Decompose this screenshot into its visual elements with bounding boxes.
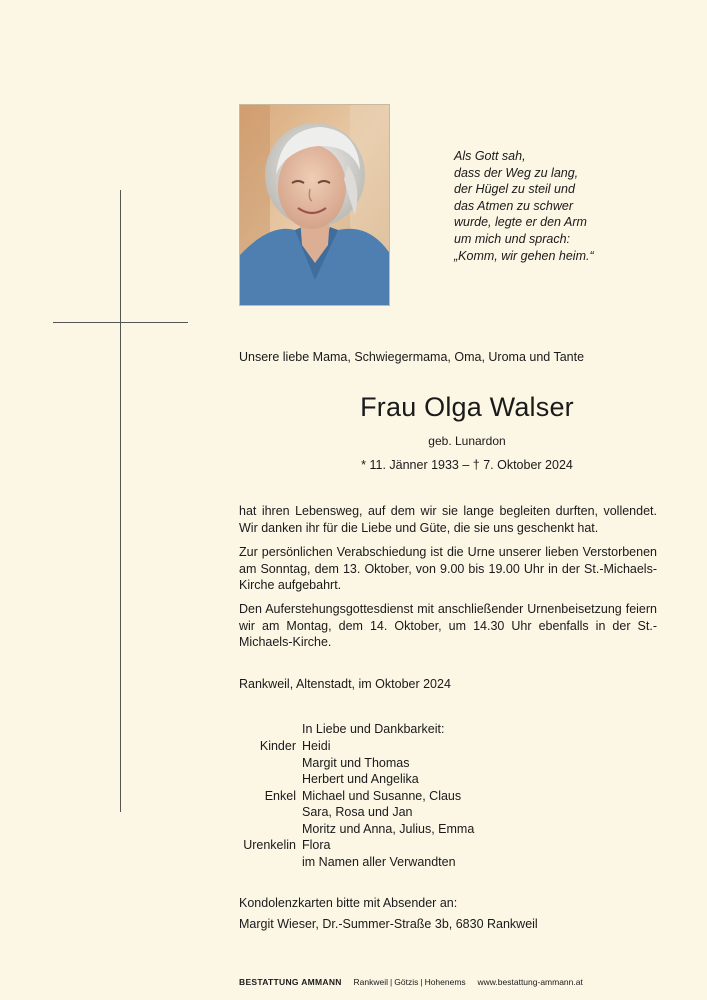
portrait-photo xyxy=(239,104,390,306)
intro-text: Unsere liebe Mama, Schwiegermama, Oma, Uroma und Tante xyxy=(239,350,585,364)
mourner-name: Margit und Thomas xyxy=(302,755,410,770)
funeral-home-footer: BESTATTUNG AMMANN Rankweil | Götzis | Hohenems www.bestattung-ammann.at xyxy=(239,977,583,987)
paragraph-service: Den Auferstehungsgottesdienst mit anschließender Urnenbeisetzung feiern wir am Montag, dem 14. Oktober, um 14.30 Uhr ebenfalls in der St.-Michaels-Kirche. xyxy=(239,602,657,650)
mourners-header: In Liebe und Dankbarkeit: xyxy=(302,722,445,736)
poem-line: Als Gott sah, xyxy=(454,149,526,163)
poem-line: „Komm, wir gehen heim.“ xyxy=(454,248,594,263)
poem-line: der Hügel zu steil und xyxy=(454,182,575,197)
mourner-group-label: Enkel xyxy=(264,788,296,803)
memorial-poem xyxy=(454,148,654,264)
mourner-row xyxy=(239,837,331,854)
website-link[interactable]: www.bestattung-ammann.at xyxy=(477,977,583,987)
mourner-row xyxy=(239,738,331,755)
mourner-name: Michael und Susanne, Claus xyxy=(302,788,462,803)
poem-line: das Atmen zu schwer xyxy=(454,198,574,213)
condolence-address: Margit Wieser, Dr.-Summer-Straße 3b, 6830 Rankweil xyxy=(239,917,538,931)
mourner-group-label: Urenkelin xyxy=(243,838,296,852)
deceased-name: Frau Olga Walser xyxy=(360,392,574,422)
poem-line: dass der Weg zu lang, xyxy=(454,165,579,180)
paragraph-life: hat ihren Lebensweg, auf dem wir sie lange begleiten durften, vollendet. Wir danken ihr für die Liebe und Güte, die sie uns geschenkt hat. xyxy=(239,504,657,535)
mourner-name: Herbert und Angelika xyxy=(302,772,419,786)
life-dates: * 11. Jänner 1933 – † 7. Oktober 2024 xyxy=(361,458,573,472)
footer-location: Rankweil xyxy=(353,977,389,987)
mourner-name: im Namen aller Verwandten xyxy=(302,854,456,869)
brand-first: BESTATTUNG xyxy=(239,977,299,987)
mourner-row xyxy=(239,755,410,772)
mourner-name: Flora xyxy=(302,838,331,852)
mourner-name: Heidi xyxy=(302,739,331,753)
mourner-row xyxy=(239,804,413,821)
mourner-row xyxy=(239,821,475,838)
condolence-instruction: Kondolenzkarten bitte mit Absender an: xyxy=(239,896,458,910)
cross-horizontal-line xyxy=(53,322,188,323)
brand-second: AMMANN xyxy=(301,977,342,987)
maiden-name: geb. Lunardon xyxy=(428,434,506,448)
mourners-header-row xyxy=(239,721,445,738)
poem-line: um mich und sprach: xyxy=(454,231,571,246)
poem-line: wurde, legte er den Arm xyxy=(454,215,587,230)
mourner-name: Sara, Rosa und Jan xyxy=(302,805,413,819)
paragraph-viewing: Zur persönlichen Verabschiedung ist die Urne unserer lieben Verstorbenen am Sonntag, dem 13. Oktober, von 9.00 bis 19.00 Uhr in der St.-Michaels-Kirche aufgebahrt. xyxy=(239,545,657,593)
mourner-row xyxy=(239,771,419,788)
place-and-date: Rankweil, Altenstadt, im Oktober 2024 xyxy=(239,677,451,691)
footer-location: Götzis xyxy=(394,977,419,987)
mourner-row xyxy=(239,854,456,871)
cross-vertical-line xyxy=(120,190,121,812)
mourner-row xyxy=(239,788,462,805)
mourner-group-label: Kinder xyxy=(259,739,296,753)
mourner-name: Moritz und Anna, Julius, Emma xyxy=(302,821,475,836)
footer-location: Hohenems xyxy=(424,977,466,987)
